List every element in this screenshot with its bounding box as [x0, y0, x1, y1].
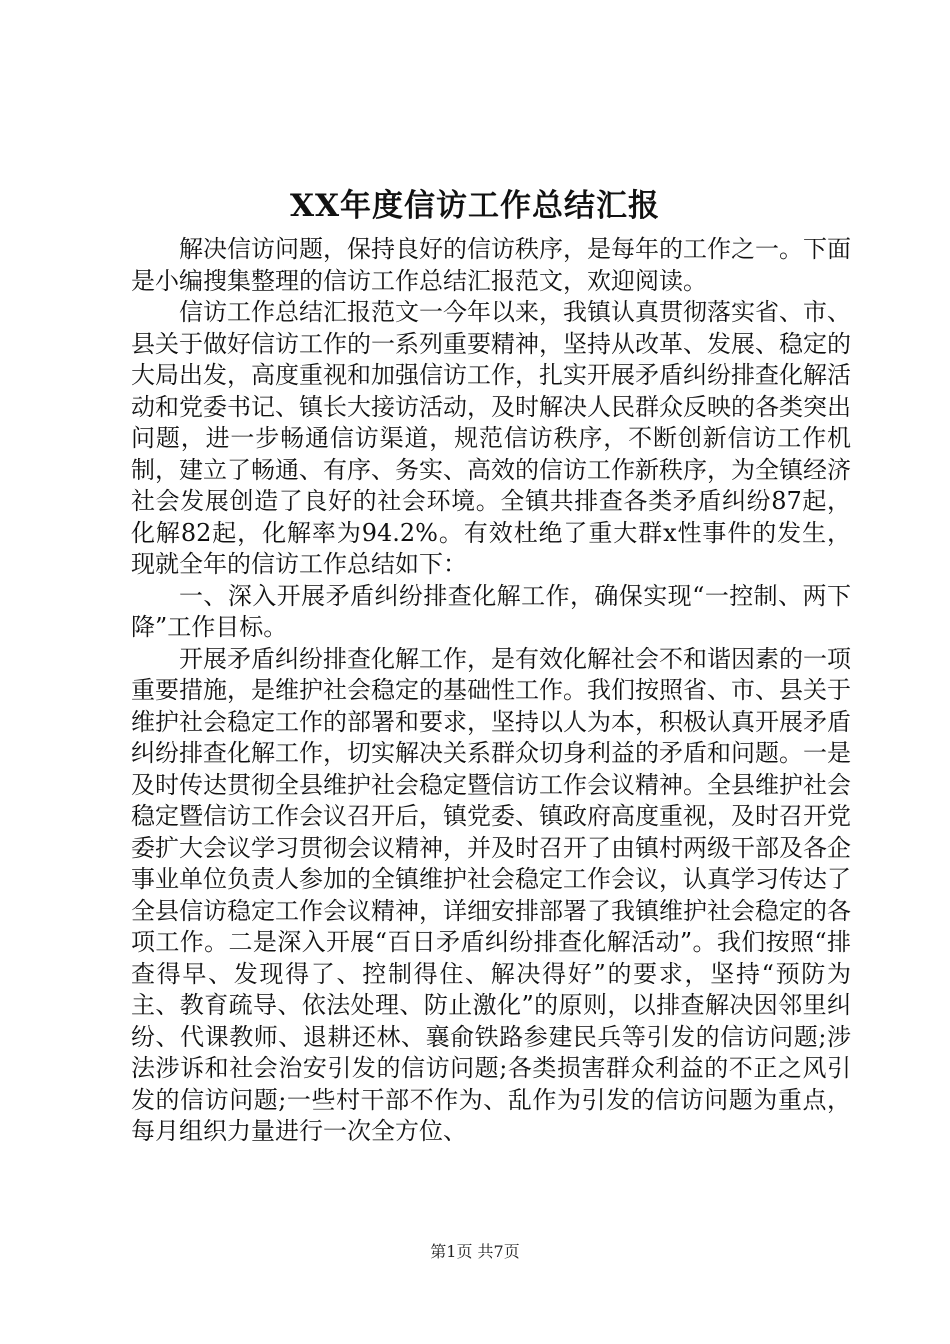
paragraph-intro: 解决信访问题，保持良好的信访秩序，是每年的工作之一。下面是小编搜集整理的信访工作总结汇报范文，欢迎阅读。 [131, 235, 851, 295]
document-title: XX年度信访工作总结汇报 [289, 188, 661, 224]
paragraph-summary: 信访工作总结汇报范文一今年以来，我镇认真贯彻落实省、市、县关于做好信访工作的一系列重要精神，坚持从改革、发展、稳定的大局出发，高度重视和加强信访工作，扎实开展矛盾纠纷排查化解活动和党委书记、镇长大接访活动，及时解决人民群众反映的各类突出问题，进一步畅通信访渠道，规范信访秩序，不断创新信访工作机制，建立了畅通、有序、务实、高效的信访工作新秩序，为全镇经济社会发展创造了良好的社会环境。全镇共排查各类矛盾纠纷87起，化解82起，化解率为94.2%。有效杜绝了重大群x性事件的发生，现就全年的信访工作总结如下： [131, 298, 851, 578]
paragraph-section-1: 开展矛盾纠纷排查化解工作，是有效化解社会不和谐因素的一项重要措施，是维护社会稳定的基础性工作。我们按照省、市、县关于维护社会稳定工作的部署和要求，坚持以人为本，积极认真开展矛盾纠纷排查化解工作，切实解决关系群众切身利益的矛盾和问题。一是及时传达贯彻全县维护社会稳定暨信访工作会议精神。全县维护社会稳定暨信访工作会议召开后，镇党委、镇政府高度重视，及时召开党委扩大会议学习贯彻会议精神，并及时召开了由镇村两级干部及各企事业单位负责人参加的全镇维护社会稳定工作会议，认真学习传达了全县信访稳定工作会议精神，详细安排部署了我镇维护社会稳定的各项工作。二是深入开展“百日矛盾纠纷排查化解活动”。我们按照“排查得早、发现得了、控制得住、解决得好”的要求，坚持“预防为主、教育疏导、依法处理、防止激化”的原则，以排查解决因邻里纠纷、代课教师、退耕还林、襄俞铁路参建民兵等引发的信访问题;涉法涉诉和社会治安引发的信访问题;各类损害群众利益的不正之风引发的信访问题;一些村干部不作为、乱作为引发的信访问题为重点，每月组织力量进行一次全方位、 [131, 644, 851, 1145]
section-heading-1: 一、深入开展矛盾纠纷排查化解工作，确保实现“一控制、两下降”工作目标。 [131, 581, 851, 641]
document-body [131, 234, 851, 1148]
page-footer: 第1页 共7页 [430, 1242, 520, 1261]
